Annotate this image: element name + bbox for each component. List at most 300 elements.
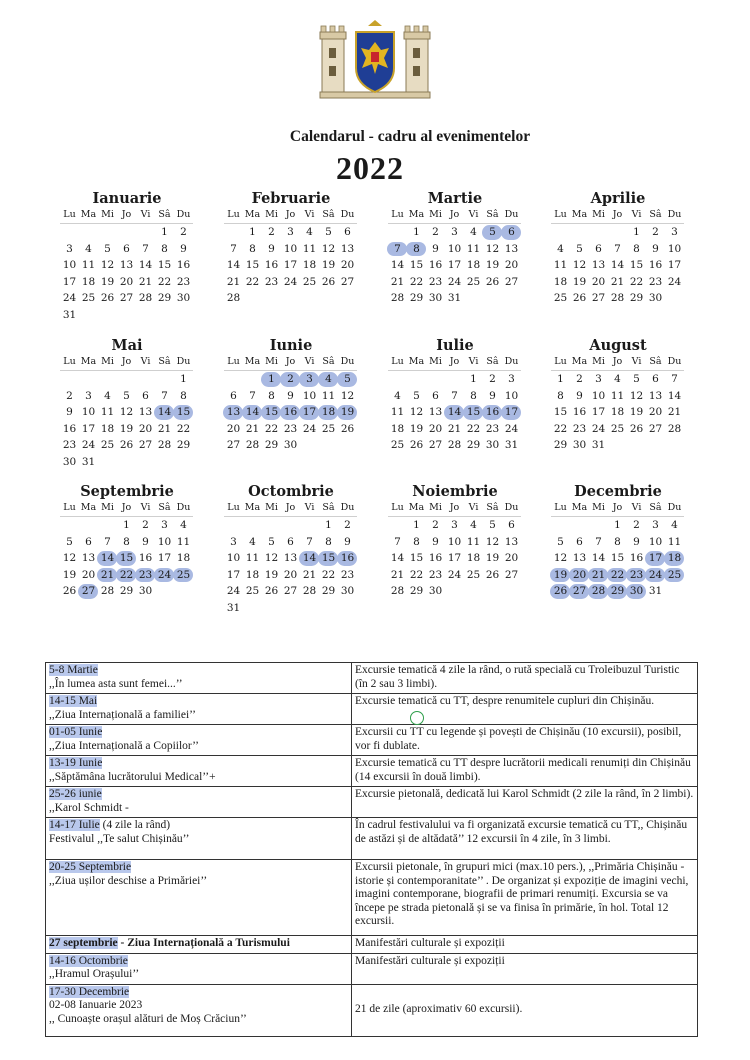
city-crest (318, 20, 432, 106)
day: 13 (283, 552, 298, 564)
day: 3 (451, 226, 458, 238)
empty-day (445, 371, 464, 388)
weekday-header: Sâ (155, 208, 174, 224)
day: 25 (321, 422, 336, 435)
weekday-header: Sâ (155, 355, 174, 371)
day: 19 (485, 259, 500, 271)
weekday-header: Mi (98, 501, 117, 517)
weekday-header: Vi (627, 501, 646, 517)
weekday-header: Vi (300, 501, 319, 517)
day: 9 (142, 535, 149, 548)
day: 12 (409, 406, 424, 418)
day: 19 (321, 259, 336, 271)
weekday-header: Vi (300, 208, 319, 224)
day: 10 (157, 535, 172, 548)
event-date: 27 septembrie (49, 937, 118, 949)
day: 28 (610, 292, 625, 304)
day: 7 (142, 242, 149, 255)
day: 21 (610, 275, 625, 288)
empty-day (426, 371, 445, 388)
event-day: 15 (319, 550, 338, 567)
events-table (45, 662, 698, 1037)
weekday-header: Du (665, 208, 684, 224)
empty-day (388, 517, 407, 534)
day: 13 (138, 406, 153, 418)
day: 14 (610, 259, 625, 271)
day: 27 (119, 292, 134, 304)
weekday-header: Vi (627, 208, 646, 224)
event-day: 24 (646, 567, 665, 584)
day: 20 (504, 259, 519, 271)
weekday-header: Jo (445, 355, 464, 371)
day: 13 (81, 552, 96, 564)
event-row (46, 936, 698, 954)
month-name: Iunie (269, 337, 313, 354)
weekday-header: Ma (79, 501, 98, 517)
day: 7 (614, 242, 621, 255)
month-februarie (224, 190, 358, 307)
day: 28 (157, 439, 172, 451)
day: 12 (485, 535, 500, 548)
event-day: 23 (627, 567, 646, 584)
day: 27 (504, 568, 519, 581)
weekday-header: Sâ (646, 208, 665, 224)
weekday-header: Ma (79, 208, 98, 224)
empty-day (98, 371, 117, 388)
event-day: 26 (551, 583, 570, 600)
weekday-header: Mi (262, 355, 281, 371)
weekday-header: Vi (464, 355, 483, 371)
day: 28 (447, 439, 462, 451)
day: 11 (667, 535, 682, 548)
event-title-cell (46, 725, 352, 756)
day: 11 (553, 259, 568, 271)
day: 2 (66, 389, 73, 402)
day: 1 (470, 373, 477, 385)
day: 19 (409, 422, 424, 435)
empty-day (136, 371, 155, 388)
event-day: 29 (608, 583, 627, 600)
day: 26 (485, 275, 500, 288)
event-row (46, 984, 698, 1036)
day: 26 (119, 439, 134, 451)
event-title-cell (46, 860, 352, 936)
day: 12 (264, 552, 279, 564)
empty-day (388, 371, 407, 388)
day: 9 (432, 242, 439, 255)
event-day: 19 (551, 567, 570, 584)
day: 28 (667, 422, 682, 435)
day: 13 (572, 552, 587, 564)
weekday-header: Du (174, 501, 193, 517)
day: 2 (489, 373, 496, 385)
day: 8 (180, 389, 187, 402)
day: 24 (62, 292, 77, 304)
event-row (46, 818, 698, 860)
weekday-header: Ma (243, 355, 262, 371)
day: 16 (176, 259, 191, 271)
day: 17 (667, 259, 682, 271)
day: 23 (340, 568, 355, 581)
day: 24 (283, 275, 298, 288)
event-day: 30 (627, 583, 646, 600)
day: 25 (466, 568, 481, 581)
month-name: Martie (427, 190, 483, 207)
weekday-header: Sâ (319, 501, 338, 517)
day: 27 (648, 422, 663, 435)
weekday-header: Sâ (319, 208, 338, 224)
day: 4 (85, 242, 92, 255)
weekday-header: Jo (445, 208, 464, 224)
weekday-header: Sâ (646, 501, 665, 517)
day: 10 (81, 406, 96, 418)
empty-day (60, 517, 79, 534)
day: 24 (302, 422, 317, 435)
day: 8 (633, 242, 640, 255)
day: 30 (62, 455, 77, 468)
day: 16 (428, 259, 443, 271)
day: 14 (390, 552, 405, 564)
day: 2 (432, 519, 439, 531)
event-description: Excursie tematică cu TT despre lucrătorii medicali renumiți din Chișinău (14 excursii în două limbi). (352, 756, 698, 787)
document-subtitle: Calendarul - cadru al evenimentelor (289, 128, 531, 145)
month-iunie (224, 337, 358, 454)
day: 12 (572, 259, 587, 271)
day: 6 (508, 519, 515, 531)
day: 30 (572, 439, 587, 451)
day: 18 (100, 422, 115, 435)
day: 29 (409, 292, 424, 304)
weekday-header: Jo (608, 208, 627, 224)
day: 31 (81, 455, 96, 468)
weekday-header: Sâ (483, 355, 502, 371)
empty-day (551, 224, 570, 241)
day: 31 (226, 601, 241, 614)
weekday-header: Mi (98, 355, 117, 371)
day: 17 (157, 552, 172, 564)
event-name: ,,Ziua Internațională a familiei’’ (49, 708, 196, 721)
event-row (46, 663, 698, 694)
event-day: 13 (224, 404, 243, 421)
day: 15 (610, 552, 625, 564)
day: 19 (100, 275, 115, 288)
day: 10 (591, 389, 606, 402)
day: 4 (394, 389, 401, 402)
day: 14 (667, 389, 682, 402)
day: 9 (489, 389, 496, 402)
day: 27 (340, 275, 355, 288)
weekday-header: Jo (117, 208, 136, 224)
event-day: 23 (136, 567, 155, 584)
day: 31 (591, 439, 606, 451)
empty-day (300, 517, 319, 534)
day: 17 (81, 422, 96, 435)
day: 12 (553, 552, 568, 564)
event-day: 16 (281, 404, 300, 421)
weekday-header: Lu (60, 501, 79, 517)
event-day: 14 (98, 550, 117, 567)
event-date: 14-15 Mai (49, 695, 98, 707)
month-name: Septembrie (80, 483, 174, 500)
day: 28 (245, 439, 260, 451)
day: 26 (100, 292, 115, 304)
day: 24 (667, 275, 682, 288)
event-day: 22 (608, 567, 627, 584)
day: 11 (466, 535, 481, 548)
day: 30 (428, 292, 443, 304)
day: 12 (340, 389, 355, 402)
day: 28 (390, 292, 405, 304)
day: 21 (157, 422, 172, 435)
day: 15 (245, 259, 260, 271)
day: 31 (504, 439, 519, 451)
empty-day (224, 517, 243, 534)
weekday-header: Ma (407, 501, 426, 517)
event-description: Excursii pietonale, în grupuri mici (max.10 pers.), ,,Primăria Chișinău - istorie și contemporanitate’’ . De organizat și expoziție de imagini vechi, imagini contemporane, biografii de primari renumiți. Excursia se va începe pe strada pietonală și se va finisa în primărie, în hol. Total 12 excursii. (352, 860, 698, 936)
month-noiembrie (388, 483, 522, 600)
day: 4 (470, 519, 477, 531)
day: 3 (595, 373, 602, 385)
event-date: 14-17 Iulie (49, 819, 100, 831)
weekday-header: Lu (551, 501, 570, 517)
day: 16 (62, 422, 77, 435)
event-row (46, 756, 698, 787)
event-date-2: 02-08 Ianuarie 2023 (49, 999, 143, 1011)
day: 10 (283, 242, 298, 255)
day: 2 (432, 226, 439, 238)
day: 21 (302, 568, 317, 581)
day: 1 (249, 226, 256, 238)
day: 16 (629, 552, 644, 564)
day: 8 (268, 389, 275, 402)
day: 9 (180, 242, 187, 255)
empty-day (60, 224, 79, 241)
day: 3 (287, 226, 294, 238)
event-name: Festivalul ,,Te salut Chișinău’’ (49, 832, 190, 845)
weekday-header: Lu (224, 355, 243, 371)
event-day: 8 (407, 241, 426, 258)
weekday-header: Jo (281, 501, 300, 517)
day: 16 (138, 552, 153, 564)
empty-day (570, 517, 589, 534)
calendar-year: 2022 (336, 150, 404, 186)
event-day: 24 (155, 567, 174, 584)
month-aprilie (551, 190, 685, 307)
day: 21 (447, 422, 462, 435)
empty-day (136, 224, 155, 241)
annotation-circle (410, 711, 424, 725)
day: 20 (648, 406, 663, 418)
day: 14 (390, 259, 405, 271)
day: 17 (62, 275, 77, 288)
day: 6 (344, 226, 351, 238)
day: 22 (629, 275, 644, 288)
day: 10 (302, 389, 317, 402)
day: 5 (489, 519, 496, 531)
event-title-cell (46, 694, 352, 725)
weekday-header: Du (338, 355, 357, 371)
day: 28 (138, 292, 153, 304)
day: 6 (230, 389, 237, 402)
day: 25 (466, 275, 481, 288)
event-day: 16 (338, 550, 357, 567)
day: 29 (553, 439, 568, 451)
day: 18 (466, 259, 481, 271)
day: 26 (629, 422, 644, 435)
weekday-header: Lu (60, 355, 79, 371)
day: 29 (157, 292, 172, 304)
day: 12 (119, 406, 134, 418)
day: 31 (447, 292, 462, 304)
day: 7 (249, 389, 256, 402)
day: 23 (428, 568, 443, 581)
day: 26 (485, 568, 500, 581)
empty-day (117, 371, 136, 388)
day: 9 (268, 242, 275, 255)
day: 14 (138, 259, 153, 271)
day: 16 (264, 259, 279, 271)
day: 19 (485, 552, 500, 564)
weekday-header: Mi (262, 501, 281, 517)
month-name: Iulie (436, 337, 474, 354)
day: 20 (226, 422, 241, 435)
event-title-cell (46, 787, 352, 818)
weekday-header: Jo (117, 355, 136, 371)
day: 6 (576, 535, 583, 548)
day: 17 (283, 259, 298, 271)
day: 8 (325, 535, 332, 548)
event-name: ,,Hramul Orașului’’ (49, 968, 140, 980)
day: 5 (66, 535, 73, 548)
day: 2 (652, 226, 659, 238)
day: 30 (283, 439, 298, 451)
day: 22 (157, 275, 172, 288)
day: 3 (671, 226, 678, 238)
weekday-header: Vi (627, 355, 646, 371)
day: 4 (306, 226, 313, 238)
weekday-header: Vi (464, 501, 483, 517)
month-decembrie (551, 483, 685, 600)
day: 21 (245, 422, 260, 435)
day: 19 (629, 406, 644, 418)
day: 25 (610, 422, 625, 435)
day: 10 (226, 552, 241, 564)
weekday-header: Lu (224, 208, 243, 224)
day: 23 (648, 275, 663, 288)
day: 18 (610, 406, 625, 418)
day: 13 (504, 535, 519, 548)
event-day: 14 (300, 550, 319, 567)
weekday-header: Sâ (483, 501, 502, 517)
day: 7 (394, 535, 401, 548)
event-day: 15 (174, 404, 193, 421)
event-description: Excursie tematică 4 zile la rând, o rută specială cu Troleibuzul Turistic (în 2 sau 3 limbi). (352, 663, 698, 694)
event-row (46, 953, 698, 984)
day: 13 (428, 406, 443, 418)
day: 3 (508, 373, 515, 385)
day: 1 (413, 519, 420, 531)
event-day: 5 (338, 371, 357, 388)
weekday-header: Jo (281, 355, 300, 371)
day: 2 (576, 373, 583, 385)
month-august (551, 337, 685, 454)
weekday-header: Lu (388, 208, 407, 224)
weekday-header: Ma (243, 208, 262, 224)
day: 5 (576, 242, 583, 255)
day: 22 (321, 568, 336, 581)
day: 10 (504, 389, 519, 402)
day: 6 (432, 389, 439, 402)
day: 22 (409, 275, 424, 288)
day: 24 (81, 439, 96, 451)
weekday-header: Jo (445, 501, 464, 517)
day: 28 (226, 292, 241, 304)
day: 10 (447, 242, 462, 255)
day: 18 (390, 422, 405, 435)
day: 20 (119, 275, 134, 288)
event-name: ,,Săptămâna lucrătorului Medical’’+ (49, 770, 216, 783)
day: 23 (283, 422, 298, 435)
day: 2 (268, 226, 275, 238)
day: 7 (451, 389, 458, 402)
weekday-header: Ma (407, 208, 426, 224)
weekday-header: Ma (407, 355, 426, 371)
day: 8 (557, 389, 564, 402)
day: 3 (66, 242, 73, 255)
weekday-header: Mi (589, 501, 608, 517)
day: 16 (428, 552, 443, 564)
event-day: 5 (483, 224, 502, 241)
day: 5 (413, 389, 420, 402)
event-title-cell (46, 818, 352, 860)
day: 26 (321, 275, 336, 288)
weekday-header: Du (338, 208, 357, 224)
day: 9 (287, 389, 294, 402)
day: 26 (264, 585, 279, 597)
month-name: August (589, 337, 647, 354)
weekday-header: Du (174, 208, 193, 224)
day: 11 (390, 406, 405, 418)
weekday-header: Vi (136, 355, 155, 371)
event-name: ,,Ziua Internațională a Copiilor’’ (49, 739, 199, 752)
day: 14 (591, 552, 606, 564)
day: 22 (553, 422, 568, 435)
day: 23 (62, 439, 77, 451)
day: 11 (610, 389, 625, 402)
day: 9 (344, 535, 351, 548)
day: 8 (614, 535, 621, 548)
day: 13 (504, 242, 519, 255)
day: 22 (264, 422, 279, 435)
weekday-header: Mi (426, 501, 445, 517)
day: 2 (344, 519, 351, 531)
day: 16 (648, 259, 663, 271)
day: 7 (306, 535, 313, 548)
weekday-header: Du (502, 501, 521, 517)
day: 10 (447, 535, 462, 548)
weekday-header: Mi (426, 208, 445, 224)
month-iulie (388, 337, 522, 454)
day: 3 (85, 389, 92, 402)
day: 2 (180, 226, 187, 238)
day: 21 (390, 568, 405, 581)
day: 15 (157, 259, 172, 271)
weekday-header: Lu (224, 501, 243, 517)
day: 15 (409, 259, 424, 271)
day: 7 (161, 389, 168, 402)
weekday-header: Mi (98, 208, 117, 224)
day: 22 (245, 275, 260, 288)
